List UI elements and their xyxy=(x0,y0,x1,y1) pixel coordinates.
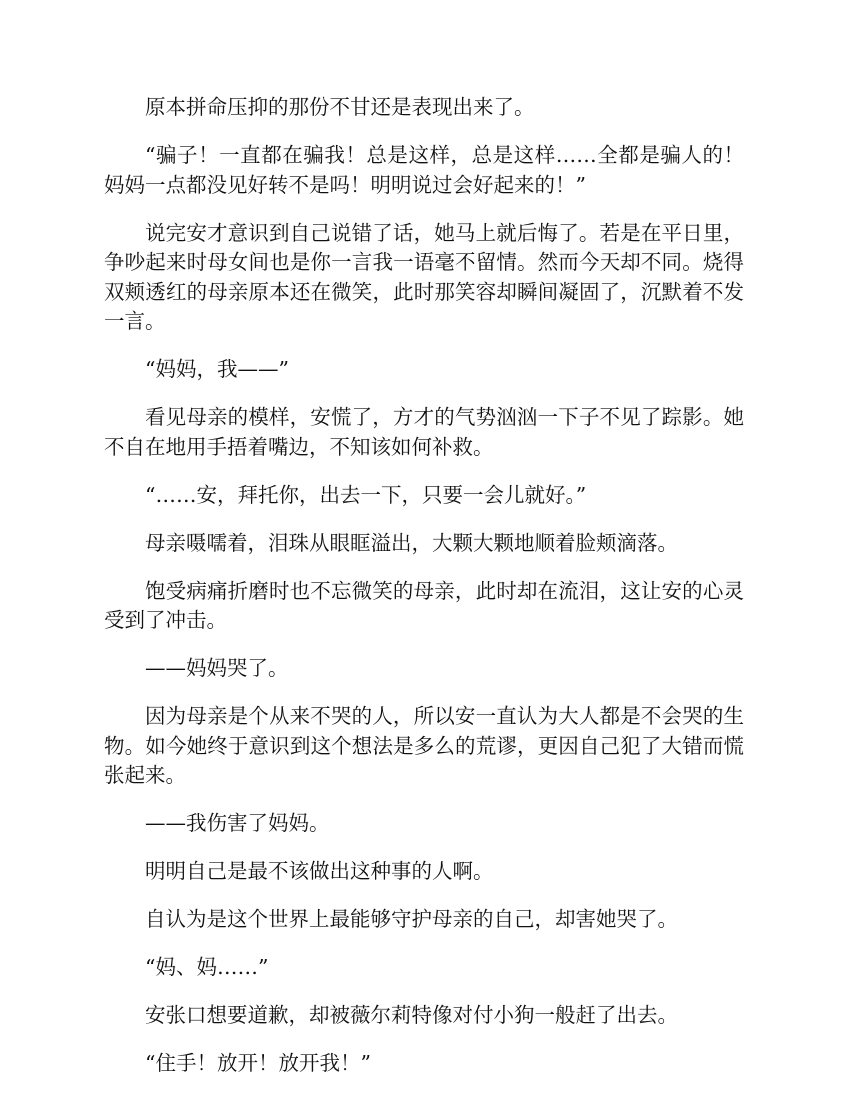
paragraph: 饱受病痛折磨时也不忘微笑的母亲，此时却在流泪，这让安的心灵受到了冲击。 xyxy=(104,578,744,632)
paragraph: 说完安才意识到自己说错了话，她马上就后悔了。若是在平日里，争吵起来时母女间也是你一言我一语毫不留情。然而今天却不同。烧得双颊透红的母亲原本还在微笑，此时那笑容却瞬间凝固了，沉默着不发一言。 xyxy=(104,220,744,333)
paragraph: 明明自己是最不该做出这种事的人啊。 xyxy=(145,859,494,883)
paragraph: 看见母亲的模样，安慌了，方才的气势汹汹一下子不见了踪影。她不自在地用手捂着嘴边，不知该如何补救。 xyxy=(104,405,744,459)
paragraph: 自认为是这个世界上最能够守护母亲的自己，却害她哭了。 xyxy=(145,907,678,931)
paragraph: “妈、妈……” xyxy=(145,955,269,979)
paragraph: ——妈妈哭了。 xyxy=(145,656,289,680)
paragraph: “……安，拜托你，出去一下，只要一会儿就好。” xyxy=(145,482,587,507)
paragraph: “妈妈，我——” xyxy=(145,357,289,381)
paragraph: 原本拼命压抑的那份不甘还是表现出来了。 xyxy=(145,95,535,119)
paragraph: “骗子！一直都在骗我！总是这样，总是这样……全都是骗人的！妈妈一点都没见好转不是吗！明明说过会好起来的！” xyxy=(104,143,744,197)
paragraph: 母亲嗫嚅着，泪珠从眼眶溢出，大颗大颗地顺着脸颊滴落。 xyxy=(145,530,678,555)
document-page xyxy=(104,93,744,1097)
paragraph: ——我伤害了妈妈。 xyxy=(145,811,330,835)
paragraph: 安张口想要道歉，却被薇尔莉特像对付小狗一般赶了出去。 xyxy=(145,1003,678,1027)
paragraph: 因为母亲是个从来不哭的人，所以安一直认为大人都是不会哭的生物。如今她终于意识到这个想法是多么的荒谬，更因自己犯了大错而慌张起来。 xyxy=(104,704,744,787)
paragraph: “住手！放开！放开我！” xyxy=(145,1051,371,1075)
